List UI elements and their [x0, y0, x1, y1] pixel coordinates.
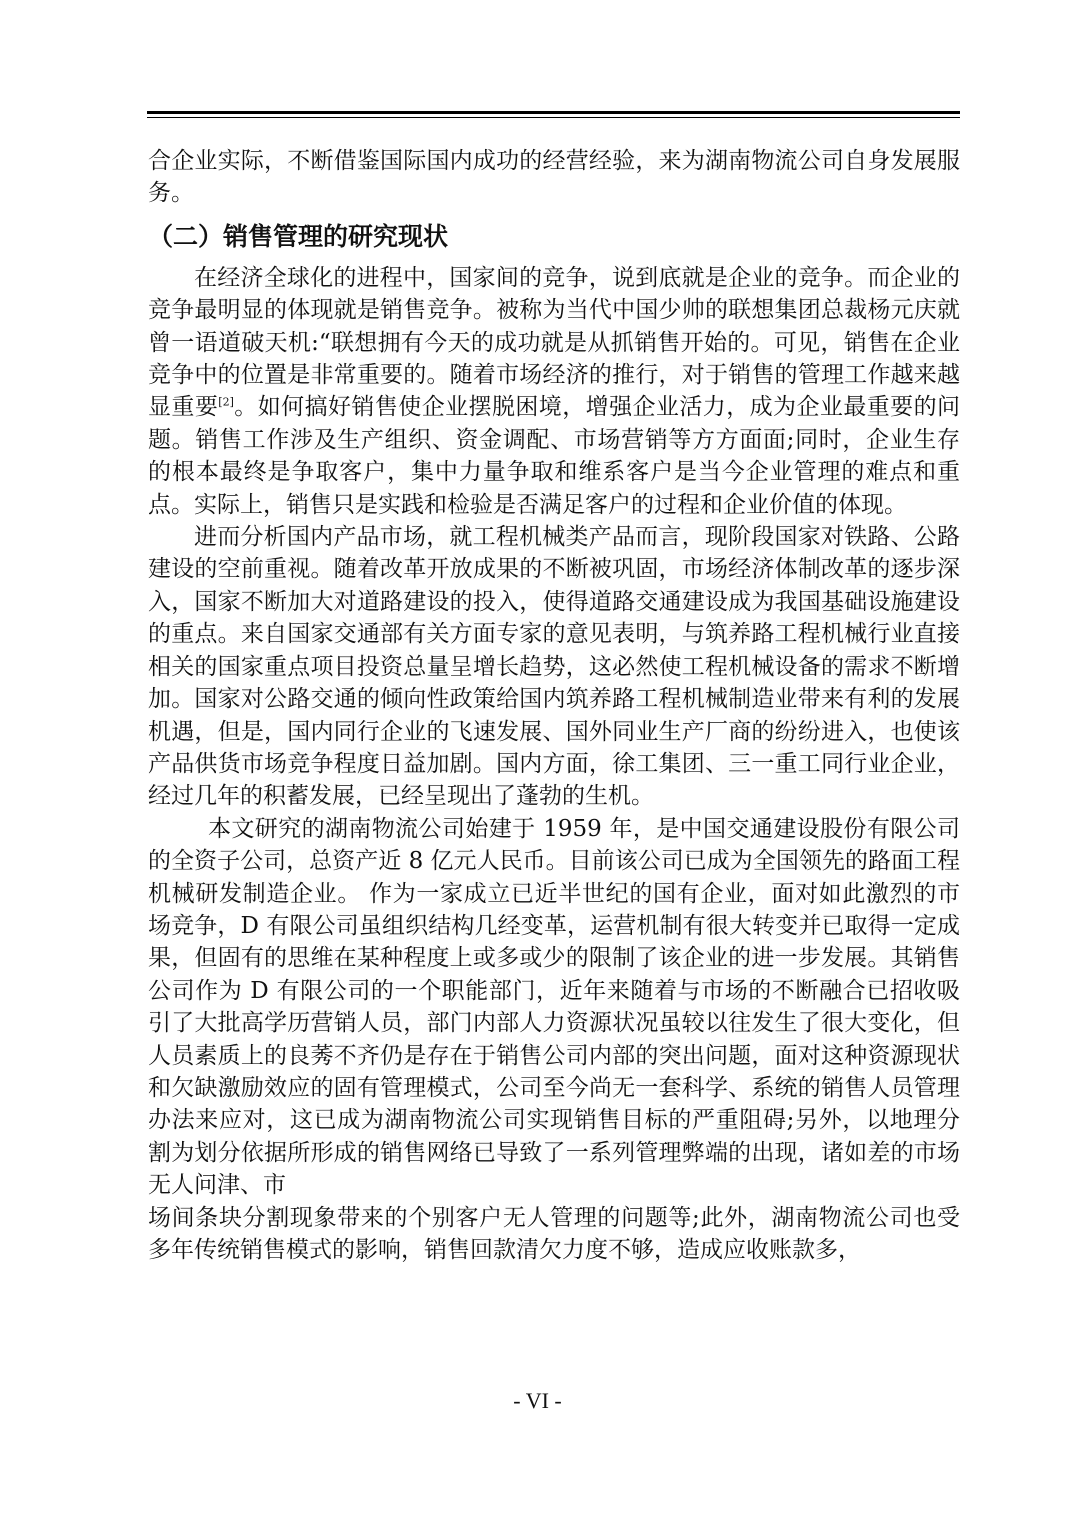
- paragraph-1: [148, 262, 960, 521]
- paragraph-1-text-b: 。如何搞好销售使企业摆脱困境，增强企业活力，成为企业最重要的问题。销售工作涉及生产组织、资金调配、市场营销等方方面面;同时，企业生存的根本最终是争取客户，集中力量争取和维系客户是当今企业管理的难点和重点。实际上，销售只是实践和检验是否满足客户的过程和企业价值的体现。: [148, 394, 961, 518]
- page-body: [148, 145, 960, 1266]
- paragraph-1-text-a: 在经济全球化的进程中，国家间的竞争，说到底就是企业的竞争。而企业的竞争最明显的体现就是销售竞争。被称为当代中国少帅的联想集团总裁杨元庆就曾一语道破天机:“联想拥有今天的成功就是从抓销售开始的。可见，销售在企业竞争中的位置是非常重要的。随着市场经济的推行，对于销售的管理工作越来越显重要: [148, 264, 960, 421]
- citation-ref: [2]: [218, 395, 234, 409]
- page-number: - VI -: [513, 1388, 562, 1413]
- header-rule-thin: [147, 117, 960, 118]
- paragraph-4: 场间条块分割现象带来的个别客户无人管理的问题等;此外，湖南物流公司也受多年传统销售模式的影响，销售回款清欠力度不够，造成应收账款多，: [148, 1204, 960, 1263]
- header-rule-thick: [147, 111, 960, 114]
- paragraph-continued: 合企业实际，不断借鉴国际国内成功的经营经验，来为湖南物流公司自身发展服务。: [148, 148, 960, 207]
- section-heading: （二）销售管理的研究现状: [148, 221, 449, 251]
- paragraph-3: 本文研究的湖南物流公司始建于 1959 年，是中国交通建设股份有限公司的全资子公司，总资产近 8 亿元人民币。目前该公司已成为全国领先的路面工程机械研发制造企业。 作为一家成立已近半世纪的国有企业，面对如此激烈的市场竞争，D 有限公司虽组织结构几经变革，运营机制有很大转变并已取得一定成果，但固有的思维在某种程度上或多或少的限制了该企业的进一步发展。其销售公司作为 D 有限公司的一个职能部门，近年来随着与市场的不断融合已招收吸引了大批高学历营销人员，部门内部人力资源状况虽较以往发生了很大变化，但人员素质上的良莠不齐仍是存在于销售公司内部的突出问题，面对这种资源现状和欠缺激励效应的固有管理模式，公司至今尚无一套科学、系统的销售人员管理办法来应对，这已成为湖南物流公司实现销售目标的严重阻碍;另外，以地理分割为划分依据所形成的销售网络已导致了一系列管理弊端的出现，诸如差的市场无人问津、市: [148, 815, 960, 1199]
- paragraph-2: 进而分析国内产品市场，就工程机械类产品而言，现阶段国家对铁路、公路建设的空前重视。随着改革开放成果的不断被巩固，市场经济体制改革的逐步深入，国家不断加大对道路建设的投入，使得道路交通建设成为我国基础设施建设的重点。来自国家交通部有关方面专家的意见表明，与筑养路工程机械行业直接相关的国家重点项目投资总量呈增长趋势，这必然使工程机械设备的需求不断增加。国家对公路交通的倾向性政策给国内筑养路工程机械制造业带来有利的发展机遇，但是，国内同行企业的飞速发展、国外同业生产厂商的纷纷进入，也使该产品供货市场竞争程度日益加剧。国内方面，徐工集团、三一重工同行业企业，经过几年的积蓄发展，已经呈现出了蓬勃的生机。: [148, 524, 960, 810]
